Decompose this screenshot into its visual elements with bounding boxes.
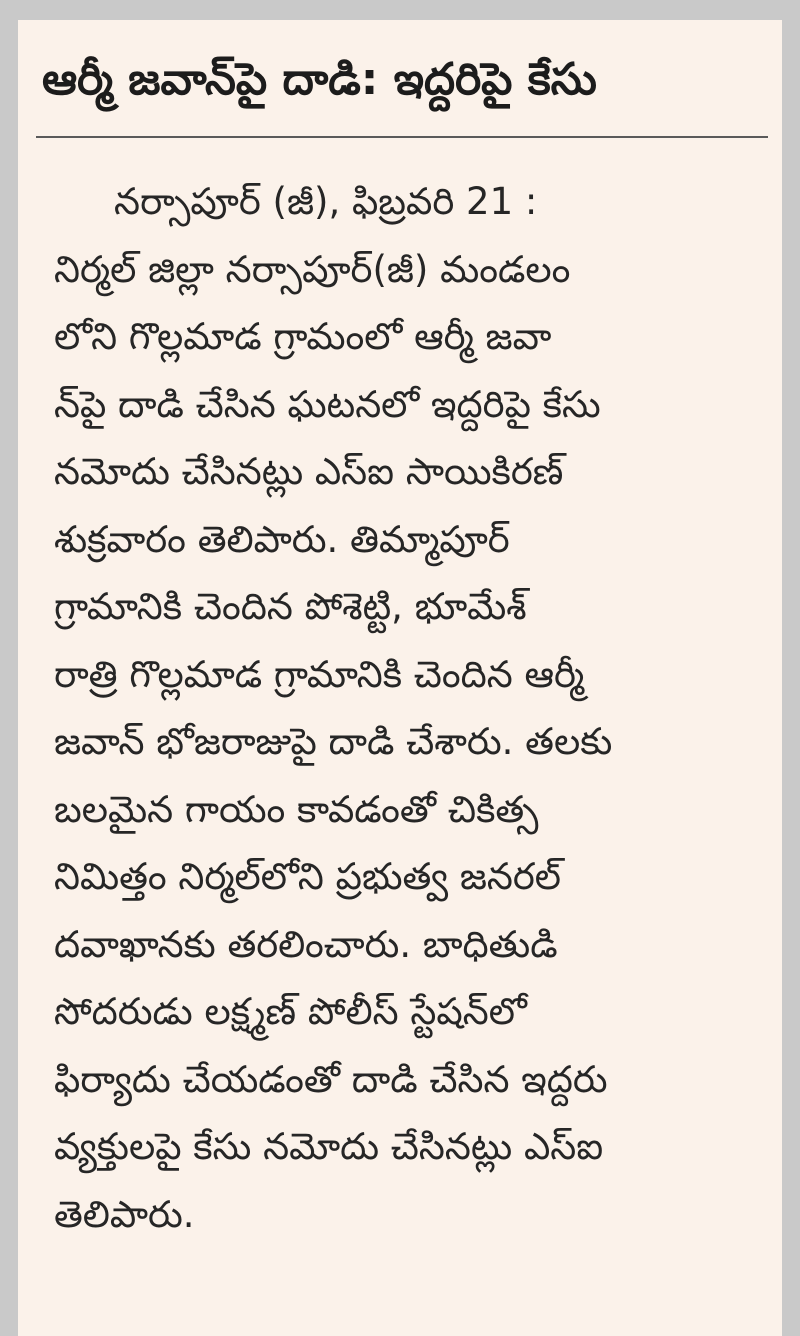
article-headline: ఆర్మీ జవాన్‌పై దాడి: ఇద్దరిపై కేసు <box>42 54 597 105</box>
headline-divider <box>36 136 768 138</box>
article-line: ఫిర్యాదు చేయడంతో దాడి చేసిన ఇద్దరు <box>54 1057 608 1101</box>
article-line: రాత్రి గొల్లమాడ గ్రామానికి చెందిన ఆర్మీ <box>54 652 585 696</box>
article-line: వ్యక్తులపై కేసు నమోదు చేసినట్లు ఎస్ఐ <box>54 1125 604 1168</box>
article-line: తెలిపారు. <box>54 1192 195 1236</box>
article-line: జవాన్ భోజరాజుపై దాడి చేశారు. తలకు <box>54 720 613 763</box>
news-clipping <box>18 20 782 1336</box>
article-line: సోదరుడు లక్ష్మణ్ పోలీస్ స్టేషన్‌లో <box>54 990 527 1033</box>
article-line: లోని గొల్లమాడ గ్రామంలో ఆర్మీ జవా <box>54 315 552 358</box>
article-line: గ్రామానికి చెందిన పోశెట్టి, భూమేశ్ <box>54 585 527 628</box>
article-body <box>54 168 766 1248</box>
article-line: నమోదు చేసినట్లు ఎస్ఐ సాయికిరణ్ <box>54 450 564 493</box>
article-line: బలమైన గాయం కావడంతో చికిత్స <box>54 787 539 831</box>
article-line: న్‌పై దాడి చేసిన ఘటనలో ఇద్దరిపై కేసు <box>54 382 601 426</box>
article-line: నిర్మల్ జిల్లా నర్సాపూర్(జీ) మండలం <box>54 247 571 291</box>
article-line: నిమిత్తం నిర్మల్‌లోని ప్రభుత్వ జనరల్ <box>54 855 562 898</box>
article-line: శుక్రవారం తెలిపారు. తిమ్మాపూర్ <box>54 517 510 561</box>
article-line-dateline: నర్సాపూర్ (జీ), ఫిబ్రవరి 21 : <box>114 180 538 223</box>
article-line: దవాఖానకు తరలించారు. బాధితుడి <box>54 922 558 966</box>
